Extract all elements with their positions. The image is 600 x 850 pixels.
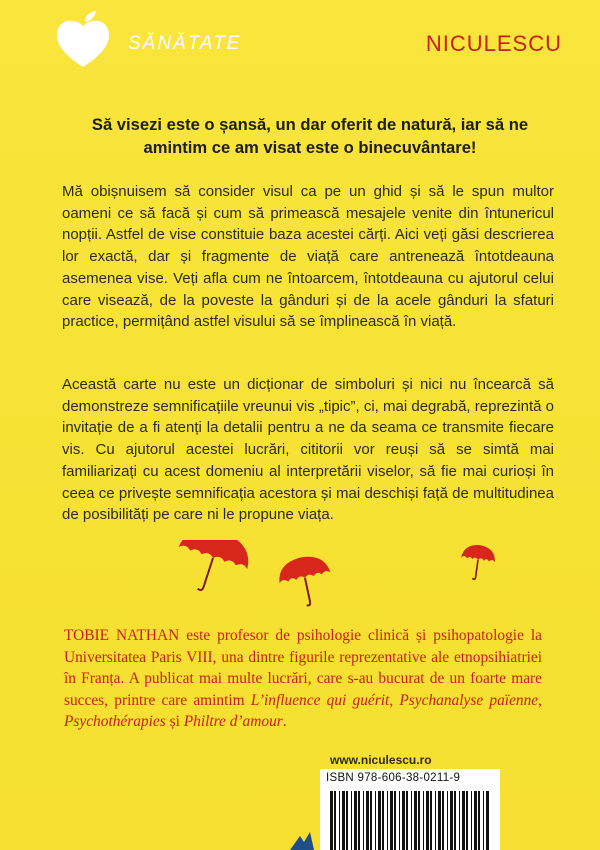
heart-apple-icon <box>52 10 114 68</box>
barcode-bar <box>370 791 372 850</box>
barcode-bar <box>375 791 376 850</box>
author-bio-text: este profesor de psihologie clinică și psihopatologie la Universitatea Paris VIII, una dintre figurile reprezentative ale etnopsihiatriei în Franța. A publicat mai multe lucrări, care s-au bucurat de un foarte mare succes, printre care amintim <box>64 627 542 709</box>
red-umbrella-icon <box>458 543 496 582</box>
website-link[interactable]: www.niculescu.ro <box>330 753 432 767</box>
barcode-bar <box>483 791 484 850</box>
book-title: L’influence qui guérit <box>250 691 390 709</box>
barcode-bar <box>466 791 468 850</box>
barcode-bar <box>339 791 340 850</box>
headline: Să visezi este o șansă, un dar oferit de natură, iar să ne amintim ce am visat este o binecuvântare! <box>91 115 529 157</box>
description-paragraph-2: Această carte nu este un dicționar de simboluri și nici nu încearcă să demonstreze semnificațiile vreunui vis „tipic”, ci, mai degrabă, reprezintă o invitație de a fi atenți la detalii pentru a ne da seama ce transmite fiecare vis. Cu ajutorul acestei lucrări, cititorii vor reuși să se simtă mai familiarizați cu acest domeniu al interpretării viselor, să fie mai curioși în ceea ce privește semnificația acestora și mai deschiși față de multitudinea de posibilități pe care ni le propune viața. <box>62 376 554 524</box>
barcode-bar <box>382 791 384 850</box>
barcode-bar <box>354 791 357 850</box>
book-title: Philtre d’amour <box>183 713 283 730</box>
barcode-bar <box>402 791 405 850</box>
header <box>0 0 600 80</box>
barcode-bar <box>430 791 432 850</box>
barcode-bar <box>418 791 420 850</box>
barcode-bar <box>426 791 429 850</box>
umbrellas-illustration <box>0 540 600 630</box>
series-name: SĂNĂTATE <box>128 33 242 54</box>
barcode-bar <box>411 791 412 850</box>
barcode-bar <box>390 791 393 850</box>
barcode-bar <box>378 791 381 850</box>
barcode-bar <box>423 791 424 850</box>
red-umbrella-icon <box>168 540 256 602</box>
barcode-bar <box>406 791 408 850</box>
barcode-bar <box>450 791 453 850</box>
red-umbrella-icon <box>275 552 336 610</box>
barcode-bar <box>471 791 472 850</box>
barcode-bar <box>454 791 456 850</box>
barcode-bar <box>366 791 369 850</box>
barcode-bar <box>342 791 345 850</box>
barcode-bar <box>442 791 444 850</box>
conjunction: și <box>169 713 180 730</box>
barcode-bar <box>414 791 417 850</box>
barcode-bar <box>486 791 489 850</box>
publisher-name: NICULESCU <box>425 31 562 56</box>
book-title: Psychanalyse païenne <box>399 691 539 709</box>
isbn-barcode-box <box>320 769 500 850</box>
description-paragraph-1: Mă obișnuisem să consider visul ca pe un ghid și să le spun multor oameni ce să facă și cum să primească mesajele venite din întunericul nopții. Astfel de vise constituie baza acestei cărți. Aici veți găsi descrierea lor exactă, dar și fragmente de viață care antrenează întotdeauna asemenea vise. Veți afla cum ne întoarcem, întotdeauna cu ajutorul celui care visează, de la poveste la gânduri și de la acele gânduri la sfaturi practice, permițând astfel visului să se împlinească în viață. <box>62 183 554 331</box>
barcode-bar <box>435 791 436 850</box>
barcode-bar <box>478 791 480 850</box>
barcode-bar <box>346 791 348 850</box>
publisher-mark-icon <box>288 830 314 850</box>
barcode-bar <box>334 791 336 850</box>
barcode-bar <box>330 791 333 850</box>
author-bio: TOBIE NATHAN este profesor de psihologie clinică și psihopatologie la Universitatea Paris VIII, una dintre figurile reprezentative ale etnopsihiatriei în Franța. A publicat mai multe lucrări, care s-au bucurat de un foarte mare succes, printre care amintim L’influence qui guérit, Psychanalyse païenne, Psychothérapies și Philtre d’amour. <box>64 627 542 730</box>
author-name: TOBIE NATHAN <box>64 627 180 644</box>
barcode-bar <box>399 791 400 850</box>
barcode-bar <box>363 791 364 850</box>
barcode-bar <box>459 791 460 850</box>
isbn-number: ISBN 978-606-38-0211-9 <box>326 772 461 784</box>
barcode-bar <box>351 791 352 850</box>
barcode-bar <box>358 791 360 850</box>
book-title: Psychothérapies <box>64 713 166 730</box>
barcode-bar <box>447 791 448 850</box>
barcode-bar <box>387 791 388 850</box>
barcode-bar <box>474 791 477 850</box>
barcode-bar <box>394 791 396 850</box>
barcode-bar <box>438 791 441 850</box>
barcode-bar <box>462 791 465 850</box>
barcode <box>326 789 494 850</box>
